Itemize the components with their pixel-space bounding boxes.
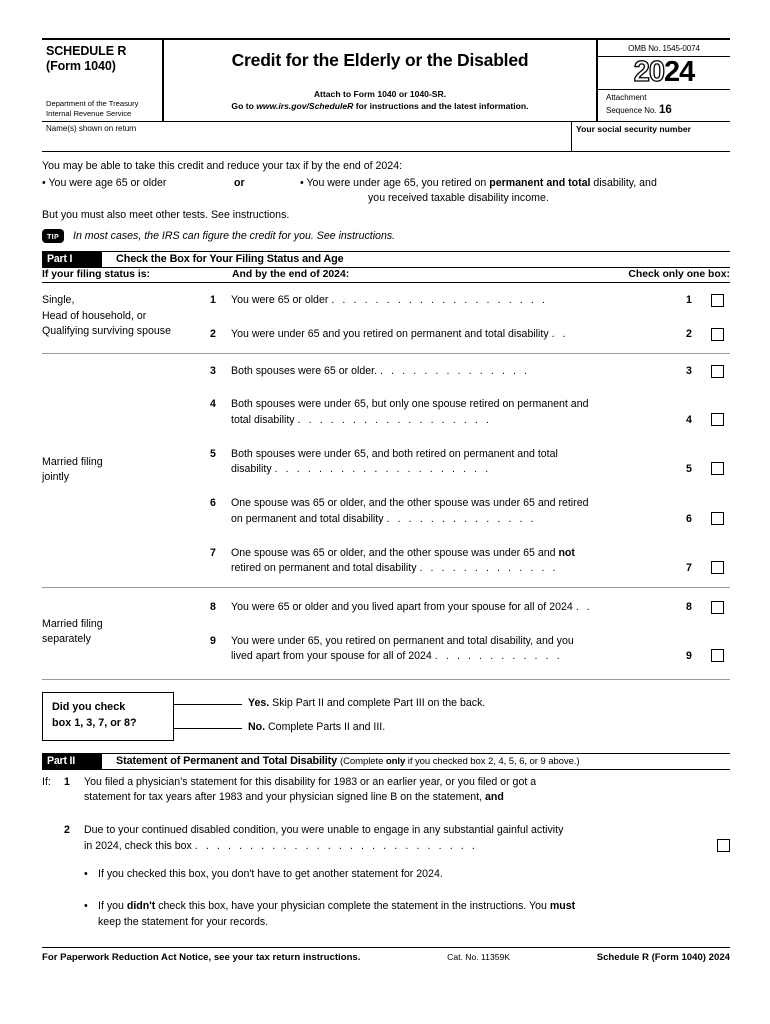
form-line-5 [210, 447, 730, 478]
line-5-ref: 5 [686, 463, 692, 476]
goto-prefix: Go to [231, 101, 257, 112]
line-1-checkbox-cell[interactable] [704, 293, 730, 309]
line-3-dots: . . . . . . . . . . . . . . [380, 364, 530, 377]
part1-tag: Part I [42, 252, 102, 267]
line-2-text [231, 327, 674, 343]
line-7-ref: 7 [686, 562, 692, 575]
footer-catalog-number: Cat. No. 11359K [447, 952, 511, 963]
line-7-label-line1 [231, 546, 670, 562]
name-field-label: Name(s) shown on return [46, 124, 137, 134]
line-9-checkbox-cell[interactable] [704, 648, 730, 665]
line-2-ref: 2 [686, 328, 692, 341]
intro-line-2: But you must also meet other tests. See instructions. [42, 209, 290, 222]
schedule-name-line2: (Form 1040) [46, 59, 116, 74]
group-label-single [42, 293, 210, 342]
checkbox-line-4[interactable] [711, 413, 724, 426]
checkbox-line-6[interactable] [711, 512, 724, 525]
decision-question-line1: Did you check [52, 700, 126, 713]
intro-bullet-right-line2: you received taxable disability income. [368, 192, 549, 205]
column-header-check-one: Check only one box: [628, 269, 730, 281]
part2-line-1-text-b-wrap [84, 790, 730, 806]
part2-line-2-text-b: in 2024, check this box [84, 839, 192, 852]
group-label-separate-line2: separately [42, 633, 91, 646]
checkbox-part2-line-2[interactable] [717, 839, 730, 852]
separator-after-group-separate [42, 679, 730, 680]
line-9-text [231, 634, 674, 665]
schedule-name-line1: SCHEDULE R [46, 44, 127, 58]
page-title: Credit for the Elderly or the Disabled [231, 50, 529, 70]
part2-line-2-number: 2 [64, 824, 70, 837]
line-1-dots: . . . . . . . . . . . . . . . . . . . . [331, 294, 548, 307]
line-6-number: 6 [210, 497, 216, 510]
separator-after-group-single [42, 353, 730, 354]
header-schedule-block [42, 40, 164, 121]
line-9-label-line2-wrap [231, 649, 670, 665]
decision-no-text: Complete Parts II and III. [265, 721, 386, 734]
line-5-text [231, 447, 674, 478]
tax-year-suffix: 24 [664, 56, 695, 88]
part1-title: Check the Box for Your Filing Status and Age [116, 253, 344, 266]
intro-line-1: You may be able to take this credit and reduce your tax if by the end of 2024: [42, 160, 403, 173]
form-line-7 [210, 546, 730, 577]
form-sheet [42, 38, 730, 963]
checkbox-line-7[interactable] [711, 561, 724, 574]
line-3-text [231, 364, 674, 380]
bullet-2-line2: keep the statement for your records. [98, 916, 269, 929]
line-3-checkbox-cell[interactable] [704, 364, 730, 380]
filing-status-group-joint [42, 364, 730, 577]
attachment-label-line1: Attachment [606, 93, 647, 102]
checkbox-line-8[interactable] [711, 601, 724, 614]
separator-after-group-joint [42, 587, 730, 588]
decision-question-line2: box 1, 3, 7, or 8? [52, 716, 137, 729]
line-1-text [231, 293, 674, 309]
line-7-number: 7 [210, 546, 216, 559]
part2-line-1-text [84, 775, 730, 806]
decision-block [42, 692, 730, 741]
decision-branch-yes [174, 692, 730, 716]
group-lines-single [210, 293, 730, 342]
ssn-field-cell[interactable] [572, 122, 730, 151]
intro-bullet-right-a: • You were under age 65, you retired on [300, 177, 490, 190]
line-2-dots: . . [551, 328, 569, 341]
checkbox-line-5[interactable] [711, 462, 724, 475]
bullet-2-text-a: If you [98, 900, 127, 913]
line-6-ref: 6 [686, 512, 692, 525]
line-5-label-line2: disability [231, 463, 272, 476]
form-line-4 [210, 397, 730, 428]
group-label-joint-line2: jointly [42, 471, 70, 484]
line-7-label-a: One spouse was 65 or older, and the other spouse was under 65 and [231, 546, 559, 559]
line-8-text [231, 600, 674, 616]
line-8-checkbox-cell[interactable] [704, 600, 730, 616]
line-9-label-line1: You were under 65, you retired on permanent and total disability, and you [231, 634, 574, 647]
form-line-6 [210, 496, 730, 527]
footer-paperwork-notice: For Paperwork Reduction Act Notice, see your tax return instructions. [42, 952, 361, 964]
line-7-dots: . . . . . . . . . . . . . [419, 562, 559, 575]
line-2-number: 2 [210, 328, 216, 341]
line-4-text [231, 397, 674, 428]
line-1-ref: 1 [686, 294, 692, 307]
part2-line-2-text [84, 823, 704, 854]
department-line1: Department of the Treasury [46, 98, 139, 108]
form-line-2 [210, 327, 730, 343]
header-title-block [164, 40, 596, 121]
line-5-checkbox-cell[interactable] [704, 461, 730, 478]
line-5-label-line1: Both spouses were under 65, and both retired on permanent and total [231, 447, 558, 460]
part2-bullet-2 [42, 899, 730, 931]
bullet-2-bold-1: didn't [126, 900, 156, 913]
decision-branches [174, 692, 730, 740]
line-9-number: 9 [210, 634, 216, 647]
part2-title-main: Statement of Permanent and Total Disability [116, 754, 340, 767]
filing-status-group-separate [42, 600, 730, 665]
intro-bullet-right-bold: permanent and total [489, 177, 591, 190]
line-7-label-line2-wrap [231, 561, 670, 577]
schedule-identifier [46, 44, 156, 75]
part2-banner [42, 753, 730, 770]
line-4-checkbox-cell[interactable] [704, 412, 730, 429]
intro-section [42, 152, 730, 243]
line-6-text [231, 496, 674, 527]
line-7-label-bold: not [558, 546, 575, 559]
line-6-label-line2: on permanent and total disability [231, 512, 384, 525]
decision-no-label: No. [248, 721, 266, 734]
part2-line-2-text-a: Due to your continued disabled condition, you were unable to engage in any substantial gainful activity [84, 824, 564, 837]
tip-text: In most cases, the IRS can figure the credit for you. See instructions. [73, 230, 396, 243]
form-header [42, 38, 730, 122]
tip-icon: TIP [42, 229, 64, 243]
group-label-separate [42, 600, 210, 665]
goto-suffix: for instructions and the latest information. [353, 101, 529, 112]
line-2-label: You were under 65 and you retired on permanent and total disability [231, 328, 549, 341]
bullet-1-marker: • [84, 868, 88, 881]
part2-checkbox-cell[interactable] [704, 838, 730, 855]
decision-yes-label: Yes. [248, 697, 270, 710]
part2-line-1-text-b: statement for tax years after 1983 and your physician signed line B on the statement, [84, 791, 486, 804]
form-line-8 [210, 600, 730, 616]
part2-if-word: If: [42, 775, 51, 788]
tax-year-prefix: 20 [633, 56, 664, 88]
form-line-3 [210, 364, 730, 380]
form-line-1 [210, 293, 730, 309]
bullet-2-bold-2: must [549, 900, 576, 913]
group-label-joint-line1: Married filing [42, 455, 103, 468]
group-lines-joint [210, 364, 730, 577]
group-label-single-line3: Qualifying surviving spouse [42, 325, 171, 338]
part2-bullet-1 [42, 867, 730, 883]
intro-bullet-left: • You were age 65 or older [42, 177, 167, 190]
line-4-number: 4 [210, 398, 216, 411]
line-7-checkbox-cell[interactable] [704, 560, 730, 577]
group-lines-separate [210, 600, 730, 665]
decision-yes-text: Skip Part II and complete Part III on the back. [269, 697, 486, 710]
part2-title [102, 754, 580, 769]
part2-line-2 [42, 823, 730, 854]
goto-instruction [168, 100, 592, 112]
line-1-label: You were 65 or older [231, 294, 329, 307]
part2-line-1-bold: and [485, 791, 504, 804]
line-9-dots: . . . . . . . . . . . . [434, 650, 563, 663]
part2-line-1-text-a: You filed a physician's statement for this disability for 1983 or an earlier year, or you filed or got a [84, 775, 537, 788]
irs-url-link[interactable]: www.irs.gov/ScheduleR [256, 101, 354, 112]
intro-bullet-right-b: disability, and [590, 177, 657, 190]
omb-number: OMB No. 1545-0074 [598, 40, 730, 57]
part2-line-1 [42, 775, 730, 806]
department-line2: Internal Revenue Service [46, 108, 132, 118]
bullet-1-text: If you checked this box, you don't have to get another statement for 2024. [98, 868, 443, 881]
line-5-dots: . . . . . . . . . . . . . . . . . . . . [274, 463, 491, 476]
decision-question-box [42, 692, 174, 741]
attachment-sequence-number: 16 [658, 104, 672, 117]
filing-status-group-single [42, 293, 730, 342]
line-4-label-line2-wrap [231, 413, 670, 429]
checkbox-line-1[interactable] [711, 294, 724, 307]
name-field-cell[interactable] [42, 122, 572, 151]
part2-line-1-number: 1 [64, 775, 70, 788]
column-header-filing-status: If your filing status is: [42, 269, 150, 281]
bullet-2-text-b: check this box, have your physician complete the statement in the instructions. You [155, 900, 550, 913]
intro-bullet-row [42, 176, 730, 206]
group-label-single-line2: Head of household, or [42, 309, 147, 322]
line-7-label-line2: retired on permanent and total disability [231, 562, 417, 575]
line-8-number: 8 [210, 600, 216, 613]
attach-instruction: Attach to Form 1040 or 1040-SR. [313, 89, 447, 99]
line-9-label-line2: lived apart from your spouse for all of 2024 [231, 650, 432, 663]
line-4-ref: 4 [686, 414, 692, 427]
part1-banner [42, 251, 730, 268]
line-9-ref: 9 [686, 650, 692, 663]
line-3-ref: 3 [686, 364, 692, 377]
part1-column-headers [42, 268, 730, 283]
decision-branch-no [174, 716, 730, 740]
footer-form-identifier: Schedule R (Form 1040) 2024 [596, 952, 730, 964]
department-block [46, 99, 156, 118]
part2-title-paren-a: (Complete [339, 755, 386, 767]
part2-tag: Part II [42, 754, 102, 769]
line-4-dots: . . . . . . . . . . . . . . . . . . [297, 414, 492, 427]
part2-title-paren-b: if you checked box 2, 4, 5, 6, or 9 above.) [405, 755, 580, 767]
ssn-field-label: Your social security number [576, 124, 691, 135]
column-header-end-of-year: And by the end of 2024: [232, 269, 350, 281]
header-omb-block [596, 40, 730, 121]
part2-line-2-text-b-wrap [84, 839, 704, 855]
line-6-label-line1: One spouse was 65 or older, and the other spouse was under 65 and retired [231, 497, 589, 510]
tax-year [598, 57, 730, 90]
line-2-checkbox-cell[interactable] [704, 327, 730, 343]
part2-line-2-dots: . . . . . . . . . . . . . . . . . . . . . . . . . . [194, 839, 478, 852]
line-4-label-line2: total disability [231, 414, 295, 427]
part2-title-paren-bold: only [385, 755, 406, 767]
form-line-9 [210, 634, 730, 665]
line-6-label-line2-wrap [231, 512, 670, 528]
group-label-separate-line1: Married filing [42, 617, 103, 630]
group-label-single-line1: Single, [42, 294, 75, 307]
line-5-label-line2-wrap [231, 462, 670, 478]
bullet-2-text [98, 899, 730, 931]
line-8-ref: 8 [686, 600, 692, 613]
attachment-sequence [598, 90, 730, 121]
line-8-dots: . . [575, 600, 593, 613]
line-1-number: 1 [210, 294, 216, 307]
intro-bullet-right [300, 176, 730, 206]
attachment-label-line2: Sequence No. [606, 106, 657, 116]
checkbox-line-2[interactable] [711, 328, 724, 341]
line-7-text [231, 546, 674, 577]
line-6-dots: . . . . . . . . . . . . . . [386, 512, 537, 525]
intro-or-word: or [234, 177, 245, 190]
bullet-2-marker: • [84, 900, 88, 913]
form-footer [42, 947, 730, 963]
checkbox-line-9[interactable] [711, 649, 724, 662]
line-3-label: Both spouses were 65 or older. [231, 364, 378, 377]
group-label-joint [42, 364, 210, 577]
line-3-number: 3 [210, 364, 216, 377]
line-5-number: 5 [210, 447, 216, 460]
line-6-checkbox-cell[interactable] [704, 511, 730, 528]
tip-row [42, 229, 730, 243]
line-8-label: You were 65 or older and you lived apart from your spouse for all of 2024 [231, 600, 573, 613]
checkbox-line-3[interactable] [711, 365, 724, 378]
line-4-label-line1: Both spouses were under 65, but only one spouse retired on permanent and [231, 398, 589, 411]
taxpayer-identity-row [42, 122, 730, 152]
